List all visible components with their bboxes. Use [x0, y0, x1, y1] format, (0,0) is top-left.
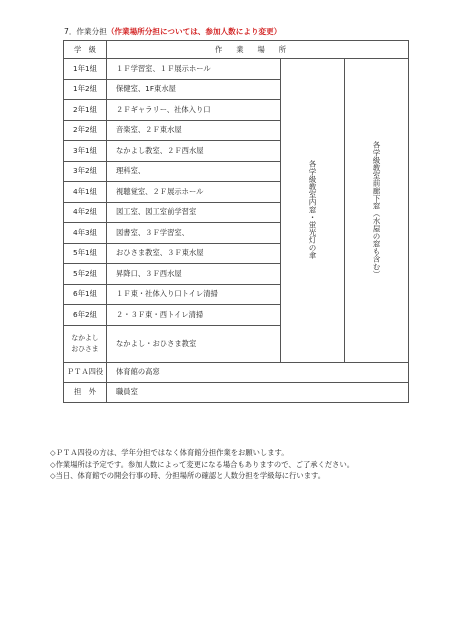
row-class: 2年1組 [64, 100, 107, 121]
row-place: 音楽室、２Ｆ東水屋 [107, 120, 281, 141]
row-place: 職員室 [107, 382, 409, 402]
row-class: 3年1組 [64, 141, 107, 162]
row-class: 6年2組 [64, 305, 107, 326]
row-place: 図工室、図工室前学習室 [107, 202, 281, 223]
row-place: 保健室、1F東水屋 [107, 79, 281, 100]
note-line: ◇当日、体育館での開会行事の時、分担場所の確認と人数分担を学級毎に行います。 [50, 471, 326, 480]
side-column-2 [345, 59, 409, 363]
row-place: 体育館の高窓 [107, 362, 409, 382]
row-class: 6年1組 [64, 284, 107, 305]
row-class: 5年1組 [64, 243, 107, 264]
row-class: 4年2組 [64, 202, 107, 223]
note-line: ◇ＰＴＡ四役の方は、学年分担ではなく体育館分担作業をお願いします。 [50, 448, 289, 457]
header-class: 学 級 [64, 41, 107, 59]
row-class: 1年1組 [64, 59, 107, 80]
section-note: （作業場所分担については、参加人数により変更） [106, 27, 282, 36]
notes [50, 447, 445, 482]
row-place: 理科室、 [107, 161, 281, 182]
row-place: なかよし・おひさま教室 [107, 325, 281, 362]
row-class: 3年2組 [64, 161, 107, 182]
row-class: 4年1組 [64, 182, 107, 203]
section-title: 7．作業分担 [64, 27, 107, 36]
row-class-line: おひさま [71, 344, 99, 353]
row-place: 昇降口、３Ｆ西水屋 [107, 264, 281, 285]
row-class: 担 外 [64, 382, 107, 402]
row-class: ＰＴＡ四役 [64, 362, 107, 382]
table-row [64, 382, 409, 402]
side-column-1-text: 各学級教室内窓・蛍光灯の傘 [308, 159, 317, 259]
row-place: 視聴覚室、２Ｆ展示ホール [107, 182, 281, 203]
row-place: ２Ｆギャラリー、社体入り口 [107, 100, 281, 121]
row-place: なかよし教室、２Ｆ西水屋 [107, 141, 281, 162]
row-class: 2年2組 [64, 120, 107, 141]
work-assignment-table [63, 40, 409, 403]
table-header-row [64, 41, 409, 59]
row-class-special [64, 325, 107, 362]
table-row [64, 362, 409, 382]
table-row [64, 59, 409, 80]
row-class: 1年2組 [64, 79, 107, 100]
header-place: 作業場所 [107, 41, 409, 59]
row-place: ２・３Ｆ東・西トイレ清掃 [107, 305, 281, 326]
row-class: 4年3組 [64, 223, 107, 244]
row-place: １Ｆ学習室、１Ｆ展示ホール [107, 59, 281, 80]
row-place: １Ｆ東・社体入り口トイレ清掃 [107, 284, 281, 305]
row-class-line: なかよし [71, 333, 99, 342]
section-heading [64, 27, 281, 37]
note-line: ◇作業場所は予定です。参加人数によって変更になる場合もありますので、ご了承ください。 [50, 459, 355, 469]
row-place: 図書室、３Ｆ学習室、 [107, 223, 281, 244]
row-place: おひさま教室、３Ｆ東水屋 [107, 243, 281, 264]
side-column-2-text: 各学級教室前廊下窓（水屋の窓も含む） [372, 140, 382, 278]
row-class: 5年2組 [64, 264, 107, 285]
side-column-1 [281, 59, 345, 363]
